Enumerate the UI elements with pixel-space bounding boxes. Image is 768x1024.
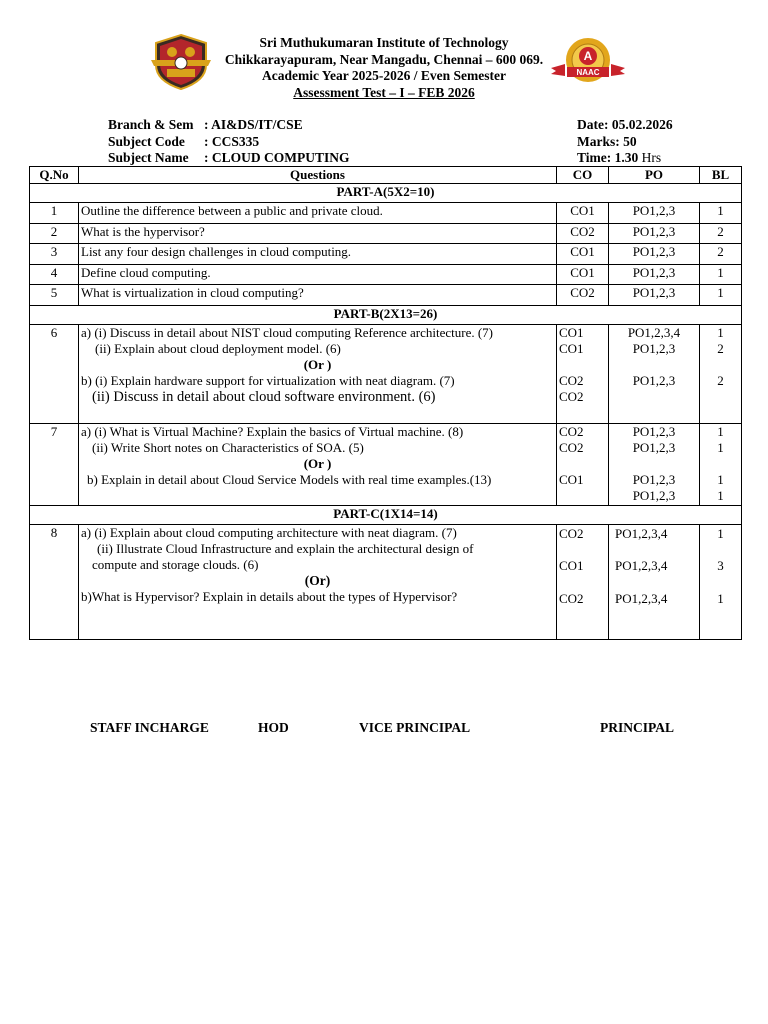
co-value: CO2 [559,388,584,404]
question-co: CO1 [557,244,609,265]
table-row [30,244,742,265]
question-text: What is virtualization in cloud computing? [79,285,557,306]
question-bl: 1 [700,264,742,285]
question-text: List any four design challenges in cloud computing. [79,244,557,265]
po-value: PO1,2,3,4 [615,557,668,573]
question-7a-i: a) (i) What is Virtual Machine? Explain the basics of Virtual machine. (8) [81,423,464,439]
bl-value: 1 [717,525,724,541]
name-label: Subject Name [108,150,189,165]
signature-hod: HOD [258,720,289,735]
bl-value: 1 [717,423,724,439]
code-label: Subject Code [108,133,185,149]
col-header-po: PO [609,167,700,184]
institute-address: Chikkarayapuram, Near Mangadu, Chennai – 600 069. [224,51,544,67]
co-value: CO2 [559,372,584,388]
question-text [79,324,557,423]
exam-time: Time: 1.30 [577,150,639,165]
exam-time-unit: Hrs [638,150,662,165]
co-value: CO2 [559,590,584,606]
question-co [557,524,609,639]
bl-value: 1 [717,487,724,503]
po-value: PO1,2,3 [632,340,676,356]
col-header-questions: Questions [79,167,557,184]
question-co: CO2 [557,285,609,306]
table-row [30,285,742,306]
question-6b-ii: (ii) Discuss in detail about cloud software environment. (6) [92,388,436,405]
question-bl: 2 [700,223,742,244]
question-po: PO1,2,3 [609,223,700,244]
question-po: PO1,2,3 [609,264,700,285]
question-text: Outline the difference between a public and private cloud. [79,203,557,224]
question-bl: 2 [700,244,742,265]
bl-value: 1 [717,324,724,340]
table-row [30,264,742,285]
question-bl: 1 [700,203,742,224]
question-text [79,423,557,505]
exam-marks: Marks: 50 [577,133,637,149]
question-number: 6 [30,324,79,423]
question-table [29,166,742,640]
table-row [30,223,742,244]
question-co: CO2 [557,223,609,244]
question-po: PO1,2,3 [609,203,700,224]
question-7a-ii: (ii) Write Short notes on Characteristics of SOA. (5) [92,439,364,455]
co-value: CO2 [559,525,584,541]
bl-value: 2 [717,340,724,356]
question-7b: b) Explain in detail about Cloud Service Models with real time examples.(13) [87,471,492,487]
question-number: 7 [30,423,79,505]
bl-value: 2 [717,372,724,388]
question-po: PO1,2,3 [609,285,700,306]
exam-info [577,117,673,167]
po-value: PO1,2,3 [632,439,676,455]
po-value: PO1,2,3,4 [615,525,668,541]
question-text: Define cloud computing. [79,264,557,285]
question-text [79,524,557,639]
question-number: 4 [30,264,79,285]
po-value: PO1,2,3 [632,372,676,388]
test-title: Assessment Test – I – FEB 2026 [293,84,475,100]
question-number: 3 [30,244,79,265]
question-6b-i: b) (i) Explain hardware support for virtualization with neat diagram. (7) [81,372,455,388]
signature-staff-incharge: STAFF INCHARGE [90,720,209,735]
bl-value: 1 [717,439,724,455]
or-label: (Or ) [303,356,332,372]
branch-value: : AI&DS/IT/CSE [204,117,303,132]
bl-value: 3 [717,557,724,573]
table-row [30,324,742,423]
co-value: CO1 [559,324,584,340]
question-po: PO1,2,3 [609,244,700,265]
question-number: 1 [30,203,79,224]
question-number: 2 [30,223,79,244]
branch-label: Branch & Sem [108,117,194,132]
po-value: PO1,2,3,4 [615,590,668,606]
table-row [30,203,742,224]
po-value: PO1,2,3 [632,471,676,487]
question-co: CO1 [557,264,609,285]
question-text: What is the hypervisor? [79,223,557,244]
subject-info [108,117,350,167]
or-label: (Or) [304,572,331,588]
question-po [609,324,700,423]
question-6a-i: a) (i) Discuss in detail about NIST cloud computing Reference architecture. (7) [81,324,494,340]
question-number: 5 [30,285,79,306]
question-bl [700,524,742,639]
part-c-heading: PART-C(1X14=14) [30,505,742,524]
question-bl [700,324,742,423]
part-a-heading: PART-A(5X2=10) [30,184,742,203]
po-value: PO1,2,3 [632,487,676,503]
co-value: CO1 [559,471,584,487]
question-8a-ii-cont: compute and storage clouds. (6) [92,556,259,572]
naac-label: NAAC [576,68,600,77]
question-co: CO1 [557,203,609,224]
col-header-bl: BL [700,167,742,184]
question-po [609,423,700,505]
co-value: CO2 [559,423,584,439]
bl-value: 1 [717,471,724,487]
question-8a-i: a) (i) Explain about cloud computing architecture with neat diagram. (7) [81,524,457,540]
name-value: : CLOUD COMPUTING [204,150,350,165]
col-header-qno: Q.No [30,167,79,184]
po-value: PO1,2,3,4 [627,324,681,340]
academic-year: Academic Year 2025-2026 / Even Semester [261,68,507,83]
co-value: CO1 [559,557,584,573]
question-co [557,423,609,505]
table-row [30,423,742,505]
po-value: PO1,2,3 [632,423,676,439]
institute-name: Sri Muthukumaran Institute of Technology [259,35,509,50]
table-row [30,524,742,639]
col-header-co: CO [557,167,609,184]
table-header-row [30,167,742,184]
document-header [0,35,768,101]
question-6a-ii: (ii) Explain about cloud deployment model. (6) [95,340,341,356]
code-value: : CCS335 [204,133,260,149]
signature-principal: PRINCIPAL [600,720,674,735]
signature-vice-principal: VICE PRINCIPAL [359,720,471,735]
question-po [609,524,700,639]
question-8a-ii: (ii) Illustrate Cloud Infrastructure and explain the architectural design of [97,540,474,556]
question-bl: 1 [700,285,742,306]
or-label: (Or ) [303,455,332,471]
bl-value: 1 [717,590,724,606]
question-8b: b)What is Hypervisor? Explain in details about the types of Hypervisor? [81,588,458,604]
co-value: CO1 [559,340,584,356]
question-co [557,324,609,423]
question-bl [700,423,742,505]
part-b-heading: PART-B(2X13=26) [30,305,742,324]
naac-grade: A [583,49,593,63]
co-value: CO2 [559,439,584,455]
exam-date: Date: 05.02.2026 [577,117,673,132]
question-number: 8 [30,524,79,639]
